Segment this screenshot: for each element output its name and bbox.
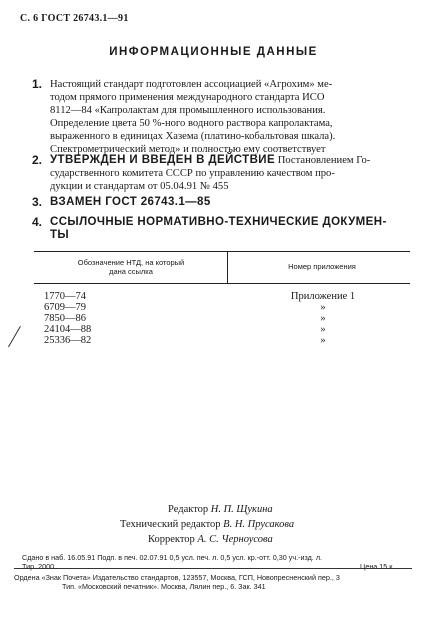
credit-editor [168,502,273,518]
credit-name: А. С. Черноусова [197,534,273,545]
table-cell-appendix: Приложение 1 [290,291,356,302]
table-header-rule [34,283,410,284]
section-line: сударственного комитета СССР по управлению качеством про- [50,168,335,179]
section-line: тодом прямого применения международного стандарта ИСО [50,92,325,103]
table-cell-code: 1770—74 [44,291,86,302]
imprint-printer: Тип. «Московский печатник». Москва, Лялин пер., 6. Зак. 341 [62,582,266,591]
table-column-divider [227,251,228,283]
table-cell-code: 24104—88 [44,324,92,335]
imprint-publisher: Ордена «Знак Почета» Издательство стандартов, 123557, Москва, ГСП, Новопресненский пер., 3 [14,573,340,582]
credit-role: Корректор [148,534,195,545]
table-header-line: дана ссылка [109,267,153,276]
credit-name: Н. П. Щукина [210,504,273,515]
credit-role: Технический редактор [120,519,221,530]
section-number: 4. [32,215,43,229]
section-line: 8112—84 «Капролактам для промышленного использования. [50,105,326,116]
section-heading: ТЫ [50,229,70,241]
section-4 [34,216,410,242]
section-number: 1. [32,77,43,91]
table-cell-appendix: » [320,324,326,335]
table-top-rule [34,251,410,252]
section-3 [34,196,410,209]
section-2 [34,154,410,193]
table-cell-code: 7850—86 [44,313,86,324]
imprint-print-details: Сдано в наб. 16.05.91 Подп. в печ. 02.07.91 0,5 усл. печ. л. 0,5 усл. кр.-отт. 0,30 уч.-изд. л. [22,553,323,562]
table-header-line: Обозначение НТД, на который [77,258,185,267]
table-cell-appendix: » [320,335,326,346]
section-heading: ВЗАМЕН ГОСТ 26743.1—85 [50,196,211,208]
table-header-appendix: Номер приложения [288,262,356,271]
credit-name: В. Н. Прусакова [223,519,295,530]
section-line: дукции и стандартам от 05.04.91 № 455 [50,181,229,192]
page-header: С. 6 ГОСТ 26743.1—91 [20,13,129,24]
table-cell-appendix: » [320,313,326,324]
section-line: выраженного в единицах Хазема (платино-кобальтовая шкала). [50,131,336,142]
imprint-print-run: Тир. 2000 [22,562,55,571]
credit-role: Редактор [168,504,209,515]
section-1 [34,78,410,156]
table-cell-code: 25336—82 [44,335,92,346]
section-line [34,154,410,167]
table-header-ntd [56,258,206,276]
section-line: Настоящий стандарт подготовлен ассоциацией «Агрохим» ме- [50,79,333,90]
section-heading: ССЫЛОЧНЫЕ НОРМАТИВНО-ТЕХНИЧЕСКИЕ ДОКУМЕН- [50,216,387,228]
section-number: 2. [32,153,43,167]
section-line: Спектрометрический метод» и полностью ему соответствует [50,144,326,155]
table-cell-appendix: » [320,302,326,313]
page-title: ИНФОРМАЦИОННЫЕ ДАННЫЕ [109,46,318,58]
pen-mark [8,326,21,347]
section-line: Определение цвета 50 %-ного водного раствора капролактама, [50,118,333,129]
imprint-rule [14,568,412,569]
table-cell-code: 6709—79 [44,302,86,313]
section-number: 3. [32,195,43,209]
imprint-price: Цена 15 к. [360,562,395,571]
section-heading: УТВЕРЖДЕН И ВВЕДЕН В ДЕЙСТВИЕ [50,154,276,166]
credit-tech-editor [120,517,294,533]
section-heading-rest: Постановлением Го- [275,155,371,166]
credit-proofreader [148,532,273,548]
